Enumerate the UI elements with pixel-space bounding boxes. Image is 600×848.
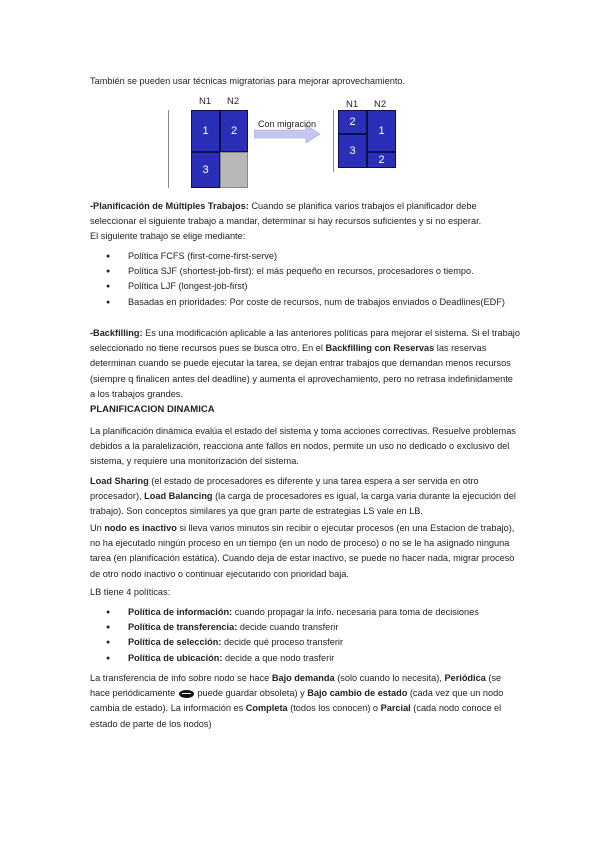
transfer-term: Bajo cambio de estado <box>307 688 408 699</box>
backfilling-title: -Backfilling: <box>90 328 143 338</box>
transfer-term: Periódica <box>444 673 486 683</box>
right-job-3: 3 <box>338 134 367 168</box>
right-job-1: 1 <box>367 110 396 152</box>
inactive-node-paragraph <box>90 521 520 582</box>
list-item <box>90 605 520 620</box>
backfilling-paragraph <box>90 326 520 402</box>
right-job-2: 2 <box>338 110 367 134</box>
list-item <box>90 620 520 635</box>
list-item: ● Basadas en prioridades: Por coste de recursos, num de trabajos enviados o Deadlines(EDF) <box>90 295 520 310</box>
transfer-term: Parcial <box>380 703 411 714</box>
lb-policies-intro: LB tiene 4 políticas: <box>90 587 171 597</box>
policy-desc: decide cuando transferir <box>237 622 339 633</box>
list-item: ● Política LJF (longest-job-first) <box>90 279 520 294</box>
transfer-text: puede guardar obsoleta) y <box>194 688 308 699</box>
policy-desc: cuando propagar la info. necesaria para toma de decisiones <box>232 607 479 617</box>
arrow-label: Con migración <box>258 119 317 129</box>
load-sharing-text: (el estado de procesadores es diferente y una tarea espera a ser servida en otro procesador), <box>90 476 479 502</box>
dynamic-heading: PLANIFICACION DINAMICA <box>90 404 215 415</box>
selection-policies-list <box>90 249 520 310</box>
multiple-jobs-title: -Planificación de Múltiples Trabajos: <box>90 201 249 211</box>
transfer-text: (solo cuando lo necesita), <box>334 673 445 683</box>
left-axis <box>168 110 169 188</box>
right-axis <box>333 110 334 172</box>
policy-name: Política de selección: <box>128 637 222 648</box>
left-job-1: 1 <box>191 110 220 152</box>
backfilling-text: Es una modificación aplicable a las anteriores políticas para mejorar el sistema. Si el trabajo seleccionado no tiene recursos pues se busca otro. En el <box>90 328 520 354</box>
policy-name: Política de transferencia: <box>128 622 238 633</box>
lb-policies-list <box>90 605 520 666</box>
list-item <box>90 635 520 650</box>
transfer-term: Bajo demanda <box>271 673 335 683</box>
backfilling-text-2: las reservas determinan cuando se puede ejecutar la tarea, se dejan entrar trabajos que demandan menos recursos (siempre q finalicen antes del deadline) y aumenta el aprovechamiento, pero no retrasa indefinidamente a los trabajos grandes. <box>90 343 513 399</box>
multiple-jobs-paragraph <box>90 199 520 245</box>
list-item: ● Política FCFS (first-come-first-serve) <box>90 249 520 264</box>
load-balancing-term: Load Balancing <box>144 491 213 502</box>
node-n2-label-right: N2 <box>374 99 387 110</box>
transfer-term: Completa <box>245 703 288 714</box>
transfer-text: (se hace periódicamente <box>90 673 502 699</box>
no-entry-icon <box>179 690 194 698</box>
node-n2-label: N2 <box>227 96 240 107</box>
load-sharing-term: Load Sharing <box>90 476 149 486</box>
node-n1-label-right: N1 <box>346 99 359 110</box>
transfer-text: (cada nodo conoce el estado de parte de los nodos) <box>90 703 502 729</box>
dynamic-intro: La planificación dinámica evalúa el estado del sistema y toma acciones correctivas. Resuelve problemas debidos a la paralelización, reacciona ante fallos en nodos, permite un uso no dedicado o exclusivo del sistema, y requiere una monitorización del sistema. <box>90 426 516 467</box>
transfer-text: La transferencia de info sobre nodo se hace <box>90 673 272 683</box>
backfilling-reservas: Backfilling con Reservas <box>325 343 435 354</box>
info-transfer-paragraph <box>90 671 520 732</box>
multiple-jobs-text: Cuando se planifica varios trabajos el planificador debe seleccionar el siguiente trabajo a mandar, determinar si hay recursos suficientes y si no esperar. <box>90 201 482 227</box>
inactive-pre: Un <box>90 523 105 533</box>
load-sharing-paragraph <box>90 474 520 520</box>
list-item <box>90 651 520 666</box>
inactive-text: si lleva varios minutos sin recibir o ejecutar procesos (en una Estacion de trabajo), no ha ejecutado ningún proceso en un tiempo (en un nodo de proceso) o no se le ha asignado ninguna tarea (en planificación estática). Cuando deja de estar inactivo, se puede no hacer nada, migrar proceso de otro nodo inactivo o continuar ejecutando con prioridad baja. <box>90 523 515 579</box>
left-job-3: 3 <box>191 152 220 188</box>
right-job-2b: 2 <box>367 152 396 168</box>
left-job-2: 2 <box>220 110 248 152</box>
load-balancing-text: (la carga de procesadores es igual, la carga varia durante la ejecución del trabajo). Son conceptos similares ya que gran parte de estrategias LS vale en LB. <box>90 491 516 517</box>
inactive-term: nodo es inactivo <box>104 523 177 533</box>
list-item: ● Política SJF (shortest-job-first): el más pequeño en recursos, procesadores o tiempo. <box>90 264 520 279</box>
transfer-text: (cada vez que un nodo cambia de estado). La información es <box>90 688 504 714</box>
transfer-text: (todos los conocen) o <box>287 703 381 714</box>
policy-name: Política de información: <box>128 607 233 617</box>
policy-desc: decide a que nodo trasferir <box>222 652 335 663</box>
policy-desc: decide qué proceso transferir <box>221 637 343 648</box>
left-idle-slot <box>220 152 248 188</box>
next-job-text: El siguiente trabajo se elige mediante: <box>90 231 246 242</box>
intro-text: También se pueden usar técnicas migratorias para mejorar aprovechamiento. <box>90 76 406 86</box>
policy-name: Política de ubicación: <box>128 652 223 663</box>
migration-diagram <box>170 96 410 192</box>
node-n1-label: N1 <box>199 96 212 107</box>
